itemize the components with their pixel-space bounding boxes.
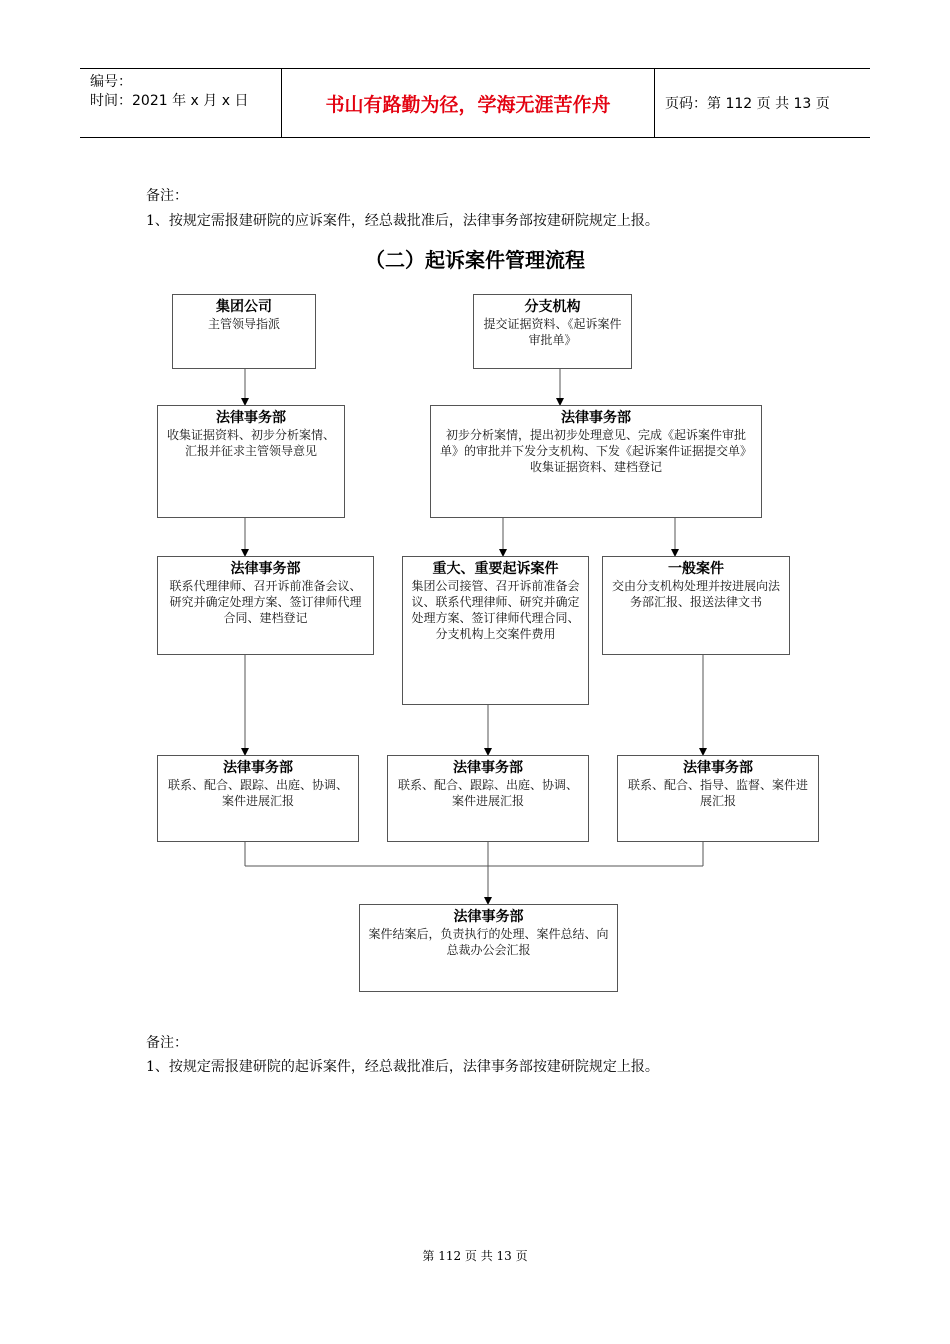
flow-box-legal-analysis xyxy=(430,405,762,518)
flow-box-title: 重大、重要起诉案件 xyxy=(432,561,559,577)
doc-number-label: 编号： xyxy=(90,74,132,90)
section-title: （二）起诉案件管理流程 xyxy=(365,248,585,272)
flow-box-group-company xyxy=(172,294,316,369)
flow-box-branch xyxy=(473,294,632,369)
flow-box-body: 联系、配合、跟踪、出庭、协调、案件进展汇报 xyxy=(167,778,348,808)
note-text: 1、按规定需报建研院的应诉案件，经总裁批准后，法律事务部按建研院规定上报。 xyxy=(146,213,659,229)
doc-time-label: 时间：2021 年 x 月 x 日 xyxy=(90,93,249,109)
flow-box-body: 收集证据资料、初步分析案情、汇报并征求主管领导意见 xyxy=(166,428,335,458)
flow-box-legal-lawyer xyxy=(157,556,374,655)
note-label: 备注： xyxy=(146,188,188,204)
header-page-info: 页码：第 112 页 共 13 页 xyxy=(665,96,830,112)
flow-box-title: 法律事务部 xyxy=(561,410,631,426)
header-motto: 书山有路勤为径，学海无涯苦作舟 xyxy=(325,93,611,116)
flow-box-major-cases xyxy=(402,556,589,705)
flow-box-title: 法律事务部 xyxy=(223,760,293,776)
flow-box-body: 初步分析案情，提出初步处理意见、完成《起诉案件审批单》的审批并下发分支机构、下发《起诉案件证据提交单》收集证据资料、建档登记 xyxy=(439,428,752,474)
flow-box-title: 法律事务部 xyxy=(216,410,286,426)
flow-box-body: 交由分支机构处理并按进展向法务部汇报、报送法律文书 xyxy=(611,579,780,609)
flow-box-legal-initial xyxy=(157,405,345,518)
flow-box-body: 主管领导指派 xyxy=(207,317,280,331)
flow-box-title: 一般案件 xyxy=(668,561,724,577)
flow-box-legal-follow-right xyxy=(617,755,819,842)
flow-box-title: 分支机构 xyxy=(524,299,581,315)
flow-box-legal-follow-left xyxy=(157,755,359,842)
flow-box-body: 集团公司接管、召开诉前准备会议、联系代理律师、研究并确定处理方案、签订律师代理合同、分支机构上交案件费用 xyxy=(411,579,580,641)
flow-box-body: 联系、配合、跟踪、出庭、协调、案件进展汇报 xyxy=(397,778,578,808)
flow-box-title: 集团公司 xyxy=(216,299,272,315)
flow-box-title: 法律事务部 xyxy=(230,561,301,577)
note-label: 备注： xyxy=(146,1035,188,1051)
flow-box-title: 法律事务部 xyxy=(683,760,753,776)
flow-box-general-cases xyxy=(602,556,790,655)
page-footer: 第 112 页 共 13 页 xyxy=(422,1249,528,1263)
flow-box-title: 法律事务部 xyxy=(453,909,524,925)
flow-box-body: 案件结案后，负责执行的处理、案件总结、向总裁办公会汇报 xyxy=(368,927,609,957)
flow-box-body: 提交证据资料、《起诉案件审批单》 xyxy=(483,317,622,347)
flow-box-legal-follow-center xyxy=(387,755,589,842)
note-text: 1、按规定需报建研院的起诉案件，经总裁批准后，法律事务部按建研院规定上报。 xyxy=(146,1059,659,1075)
flow-box-body: 联系代理律师、召开诉前准备会议、研究并确定处理方案、签订律师代理合同、建档登记 xyxy=(169,579,362,625)
flow-box-legal-closing xyxy=(359,904,618,992)
flow-box-body: 联系、配合、指导、监督、案件进展汇报 xyxy=(627,778,808,808)
flow-box-title: 法律事务部 xyxy=(453,760,523,776)
